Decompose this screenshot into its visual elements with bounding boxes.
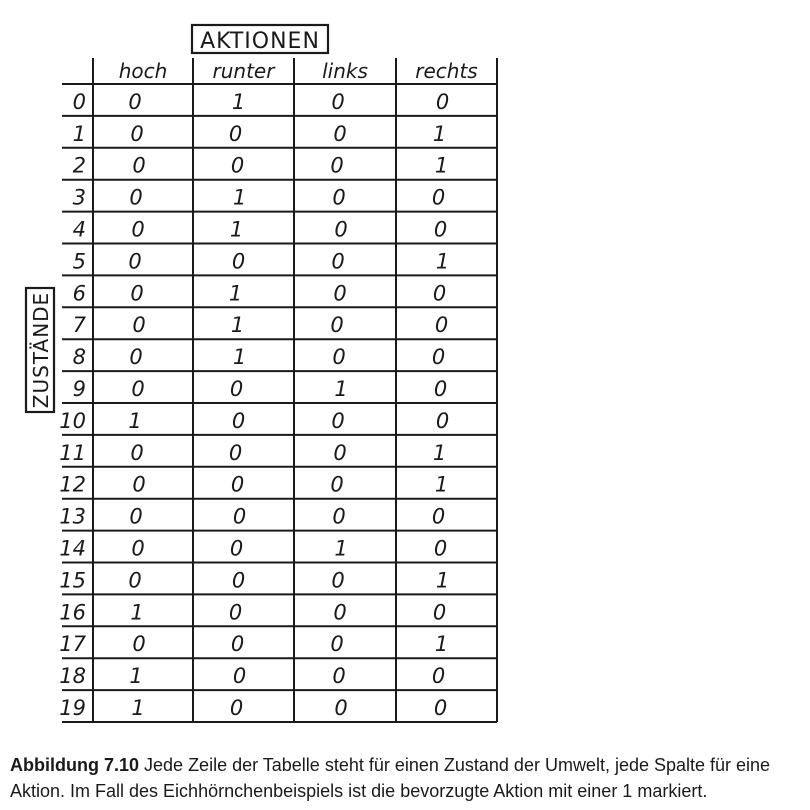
cell-value: 0 bbox=[332, 504, 346, 529]
state-label: 16 bbox=[59, 600, 86, 625]
cell-value: 0 bbox=[334, 695, 348, 720]
state-label: 9 bbox=[72, 376, 86, 401]
cell-value: 1 bbox=[130, 600, 144, 625]
cell-value: 0 bbox=[230, 153, 245, 178]
cell-value: 0 bbox=[132, 313, 146, 338]
cell-value: 1 bbox=[129, 664, 143, 689]
cell-value: 1 bbox=[231, 89, 246, 114]
cell-value: 1 bbox=[229, 217, 244, 242]
cell-value: 0 bbox=[333, 281, 347, 306]
state-label: 11 bbox=[59, 440, 86, 465]
states-title: ZUSTÄNDE bbox=[29, 291, 53, 409]
cell-value: 0 bbox=[228, 440, 243, 465]
state-label: 7 bbox=[72, 313, 86, 338]
state-label: 6 bbox=[72, 281, 86, 306]
state-label: 10 bbox=[59, 408, 86, 433]
cell-value: 1 bbox=[232, 345, 247, 370]
cell-value: 0 bbox=[129, 185, 143, 210]
cell-value: 0 bbox=[332, 185, 346, 210]
column-headers bbox=[119, 59, 478, 83]
cell-value: 0 bbox=[330, 313, 344, 338]
cell-value: 1 bbox=[432, 440, 447, 465]
state-label: 5 bbox=[72, 249, 86, 274]
state-label: 14 bbox=[59, 536, 86, 561]
column-header-links: links bbox=[322, 59, 368, 83]
cell-value: 0 bbox=[128, 249, 142, 274]
cell-value: 0 bbox=[128, 89, 142, 114]
state-label: 2 bbox=[72, 153, 86, 178]
cell-value: 0 bbox=[333, 121, 347, 146]
state-label: 0 bbox=[72, 89, 86, 114]
cell-value: 0 bbox=[431, 504, 446, 529]
cell-value: 0 bbox=[331, 408, 345, 433]
cell-value: 0 bbox=[331, 568, 345, 593]
cell-value: 0 bbox=[231, 568, 246, 593]
cell-value: 1 bbox=[128, 408, 142, 433]
state-label: 15 bbox=[59, 568, 86, 593]
cell-value: 0 bbox=[128, 568, 142, 593]
cell-value: 0 bbox=[228, 600, 243, 625]
cell-value: 1 bbox=[434, 153, 449, 178]
cell-value: 0 bbox=[228, 121, 243, 146]
cell-value: 0 bbox=[330, 153, 344, 178]
cell-value: 0 bbox=[431, 185, 446, 210]
cell-value: 0 bbox=[129, 504, 143, 529]
state-label: 3 bbox=[72, 185, 86, 210]
column-header-hoch: hoch bbox=[118, 59, 168, 83]
cell-value: 0 bbox=[331, 249, 345, 274]
column-header-rechts: rechts bbox=[415, 59, 478, 83]
cell-value: 0 bbox=[330, 632, 344, 657]
cell-value: 0 bbox=[130, 440, 144, 465]
cell-value: 0 bbox=[433, 217, 448, 242]
cell-value: 0 bbox=[332, 345, 346, 370]
cell-value: 0 bbox=[333, 440, 347, 465]
cell-value: 0 bbox=[130, 281, 144, 306]
cell-value: 0 bbox=[230, 632, 245, 657]
cell-value: 0 bbox=[431, 345, 446, 370]
cell-value: 1 bbox=[435, 249, 450, 274]
figure-caption bbox=[10, 752, 806, 804]
cell-value: 0 bbox=[130, 121, 144, 146]
cell-value: 0 bbox=[433, 695, 448, 720]
cell-value: 0 bbox=[432, 600, 447, 625]
cell-value: 0 bbox=[230, 472, 245, 497]
caption-label: Abbildung 7.10 bbox=[10, 755, 140, 775]
cell-value: 1 bbox=[334, 376, 348, 401]
cell-value: 0 bbox=[231, 408, 246, 433]
cell-value: 0 bbox=[432, 281, 447, 306]
cell-value: 1 bbox=[232, 185, 247, 210]
cell-value: 0 bbox=[334, 217, 348, 242]
cell-value: 0 bbox=[433, 376, 448, 401]
cell-value: 0 bbox=[331, 89, 345, 114]
cell-value: 0 bbox=[330, 472, 344, 497]
state-label: 4 bbox=[72, 217, 86, 242]
table-grid bbox=[62, 58, 497, 722]
cell-value: 1 bbox=[228, 281, 243, 306]
state-label: 17 bbox=[59, 632, 86, 657]
cell-value: 0 bbox=[129, 345, 143, 370]
cell-value: 0 bbox=[435, 89, 450, 114]
cell-value: 1 bbox=[131, 695, 145, 720]
cell-value: 0 bbox=[229, 376, 244, 401]
state-label: 1 bbox=[72, 121, 86, 146]
caption-text-1: Jede Zeile der Tabelle steht für einen Zustand der Umwelt, jede Spalte für eine bbox=[144, 755, 771, 775]
cell-value: 1 bbox=[334, 536, 348, 561]
actions-title: AKTIONEN bbox=[200, 29, 320, 54]
cell-value: 0 bbox=[232, 664, 247, 689]
cell-value: 0 bbox=[332, 664, 346, 689]
cell-value: 1 bbox=[434, 632, 449, 657]
cell-value: 0 bbox=[132, 632, 146, 657]
state-label: 18 bbox=[59, 664, 86, 689]
cell-value: 0 bbox=[431, 664, 446, 689]
cell-value: 0 bbox=[132, 153, 146, 178]
cell-value: 0 bbox=[229, 695, 244, 720]
cell-value: 1 bbox=[435, 568, 450, 593]
state-label: 13 bbox=[59, 504, 86, 529]
cell-value: 0 bbox=[433, 536, 448, 561]
cell-value: 1 bbox=[432, 121, 447, 146]
cell-value: 0 bbox=[131, 217, 145, 242]
state-label: 19 bbox=[59, 695, 86, 720]
cell-value: 0 bbox=[131, 536, 145, 561]
caption-text-2: Aktion. Im Fall des Eichhörnchenbeispiels ist die bevorzugte Aktion mit einer 1 markiert. bbox=[10, 781, 708, 801]
cell-value: 0 bbox=[132, 472, 146, 497]
state-label: 8 bbox=[72, 345, 86, 370]
cell-value: 0 bbox=[333, 600, 347, 625]
cell-value: 0 bbox=[131, 376, 145, 401]
cell-value: 0 bbox=[434, 313, 449, 338]
cell-value: 1 bbox=[434, 472, 449, 497]
cell-value: 0 bbox=[232, 504, 247, 529]
cell-value: 0 bbox=[435, 408, 450, 433]
column-header-runter: runter bbox=[212, 59, 275, 83]
cell-value: 1 bbox=[230, 313, 245, 338]
state-label: 12 bbox=[59, 472, 86, 497]
caption-line-1 bbox=[10, 752, 806, 778]
cell-value: 0 bbox=[229, 536, 244, 561]
cell-value: 0 bbox=[231, 249, 246, 274]
